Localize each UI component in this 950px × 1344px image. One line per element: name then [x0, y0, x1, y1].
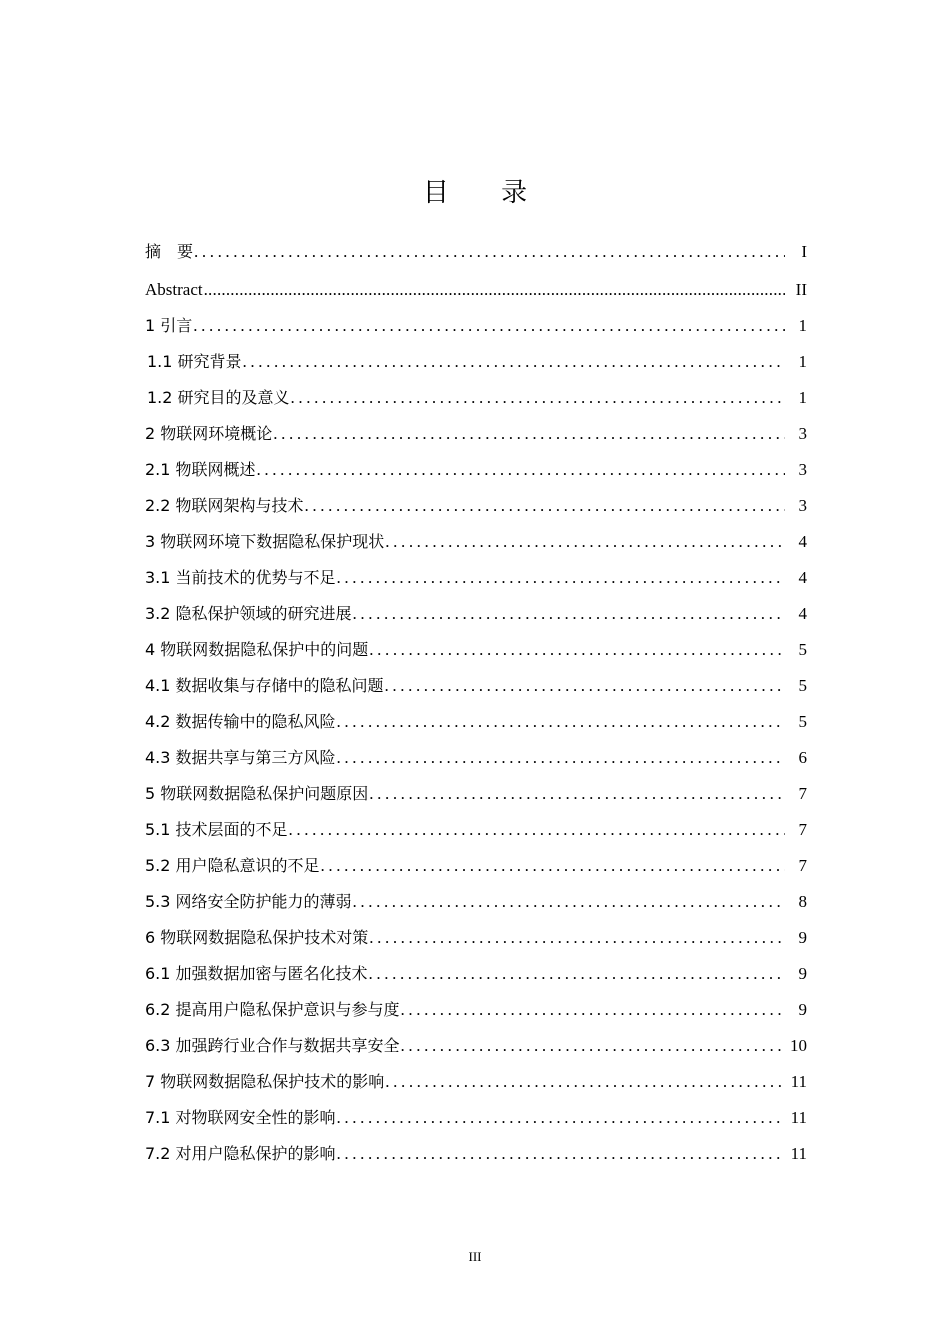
toc-entry-label: 4 物联网数据隐私保护中的问题	[145, 640, 369, 659]
toc-entry-page: 5	[798, 676, 807, 695]
toc-leader-dots	[243, 348, 785, 376]
toc-entry-page: 3	[798, 496, 807, 515]
toc-entry-page: 4	[798, 604, 807, 623]
toc-leader-dots	[305, 492, 785, 520]
toc-entry-page: 10	[790, 1036, 807, 1055]
page-number-footer: III	[468, 1249, 482, 1264]
toc-entry[interactable]	[145, 492, 807, 528]
toc-leader-dots	[401, 1032, 784, 1060]
toc-entry[interactable]	[145, 708, 807, 744]
toc-entry[interactable]	[145, 600, 807, 636]
toc-entry-label: 5.1 技术层面的不足	[145, 820, 288, 839]
toc-entry[interactable]	[145, 348, 807, 384]
toc-entry[interactable]	[145, 1140, 807, 1176]
toc-entry-label: 5 物联网数据隐私保护问题原因	[145, 784, 369, 803]
toc-entry-page: 1	[798, 352, 807, 371]
toc-entry-page: 7	[798, 820, 807, 839]
toc-entry[interactable]	[145, 852, 807, 888]
toc-entry-abstract-cn[interactable]	[145, 238, 807, 276]
toc-entry-label: 2.2 物联网架构与技术	[145, 496, 304, 515]
toc-entry-label: 摘 要	[145, 242, 194, 261]
table-of-contents	[145, 238, 807, 1176]
toc-leader-dots	[337, 708, 785, 736]
toc-entry[interactable]	[145, 888, 807, 924]
toc-entry-label: 2 物联网环境概论	[145, 424, 273, 443]
toc-entry[interactable]	[145, 636, 807, 672]
toc-leader-dots	[273, 420, 785, 448]
page-title: 目 录	[422, 178, 550, 208]
toc-entry-page: 6	[798, 748, 807, 767]
toc-entry-page: 3	[798, 460, 807, 479]
toc-leader-dots	[401, 996, 785, 1024]
toc-entry-label: 5.3 网络安全防护能力的薄弱	[145, 892, 352, 911]
toc-leader-dots	[369, 960, 785, 988]
toc-entry-label: 4.2 数据传输中的隐私风险	[145, 712, 336, 731]
toc-entry-page: 11	[790, 1108, 807, 1127]
toc-entry-page: 8	[798, 892, 807, 911]
toc-entry[interactable]	[145, 816, 807, 852]
toc-entry-label: 1 引言	[145, 316, 193, 335]
toc-entry[interactable]	[145, 744, 807, 780]
toc-leader-dots	[353, 600, 785, 628]
toc-entry-page: 11	[790, 1144, 807, 1163]
toc-entry[interactable]	[145, 996, 807, 1032]
toc-entry-label: 7 物联网数据隐私保护技术的影响	[145, 1072, 385, 1091]
toc-leader-dots	[337, 1140, 785, 1168]
toc-entry[interactable]	[145, 528, 807, 564]
toc-entry-abstract-en[interactable]	[145, 276, 807, 312]
toc-entry-page: 11	[790, 1072, 807, 1091]
toc-entry-label: 7.1 对物联网安全性的影响	[145, 1108, 336, 1127]
toc-entry-label: 6.2 提高用户隐私保护意识与参与度	[145, 1000, 400, 1019]
toc-entry-label: 1.2 研究目的及意义	[147, 388, 290, 407]
toc-leader-dots	[257, 456, 785, 484]
toc-leader-dots	[353, 888, 785, 916]
toc-entry-label: 3 物联网环境下数据隐私保护现状	[145, 532, 385, 551]
toc-leader-dots	[385, 528, 785, 556]
toc-entry-label: 3.1 当前技术的优势与不足	[145, 568, 336, 587]
toc-entry-page: 4	[798, 532, 807, 551]
toc-entry-page: 1	[798, 388, 807, 407]
toc-entry-label: 3.2 隐私保护领域的研究进展	[145, 604, 352, 623]
toc-entry[interactable]	[145, 1104, 807, 1140]
toc-entry-page: 5	[798, 640, 807, 659]
toc-leader-dots	[337, 1104, 785, 1132]
toc-entry-label: 6 物联网数据隐私保护技术对策	[145, 928, 369, 947]
toc-entry[interactable]	[145, 384, 807, 420]
toc-leader-dots	[385, 672, 785, 700]
toc-entry[interactable]	[145, 420, 807, 456]
toc-entry-page: 7	[798, 784, 807, 803]
toc-entry-label: 4.1 数据收集与存储中的隐私问题	[145, 676, 384, 695]
toc-leader-dots	[193, 312, 785, 340]
toc-entry-page: 7	[798, 856, 807, 875]
toc-leader-dots	[194, 238, 785, 266]
toc-leader-dots	[291, 384, 785, 412]
toc-entry-label: 7.2 对用户隐私保护的影响	[145, 1144, 336, 1163]
toc-entry[interactable]	[145, 564, 807, 600]
toc-entry-page: 9	[798, 1000, 807, 1019]
toc-leader-dots	[337, 744, 785, 772]
toc-entry-label: Abstract	[145, 280, 203, 299]
toc-entry-page: 4	[798, 568, 807, 587]
toc-entry-label: 6.1 加强数据加密与匿名化技术	[145, 964, 368, 983]
toc-entry-label: 6.3 加强跨行业合作与数据共享安全	[145, 1036, 400, 1055]
toc-entry[interactable]	[145, 780, 807, 816]
toc-entry[interactable]	[145, 1032, 807, 1068]
toc-entry[interactable]	[145, 1068, 807, 1104]
toc-leader-dots	[369, 924, 785, 952]
toc-entry-page: 1	[798, 316, 807, 335]
toc-entry[interactable]	[145, 456, 807, 492]
toc-leader-dots	[321, 852, 785, 880]
toc-leader-dots	[337, 564, 785, 592]
toc-entry-label: 5.2 用户隐私意识的不足	[145, 856, 320, 875]
toc-entry-page: 5	[798, 712, 807, 731]
toc-entry-page: 9	[798, 964, 807, 983]
toc-entry[interactable]	[145, 924, 807, 960]
toc-leader-dots	[204, 276, 785, 304]
toc-leader-dots	[289, 816, 785, 844]
toc-entry-label: 4.3 数据共享与第三方风险	[145, 748, 336, 767]
toc-entry-page: 9	[798, 928, 807, 947]
toc-leader-dots	[385, 1068, 784, 1096]
toc-entry-page: I	[801, 242, 807, 261]
toc-entry[interactable]	[145, 672, 807, 708]
toc-entry[interactable]	[145, 312, 807, 348]
toc-entry-page: 3	[798, 424, 807, 443]
toc-entry-label: 1.1 研究背景	[147, 352, 242, 371]
toc-leader-dots	[369, 780, 785, 808]
toc-entry-label: 2.1 物联网概述	[145, 460, 256, 479]
toc-leader-dots	[369, 636, 785, 664]
toc-entry[interactable]	[145, 960, 807, 996]
toc-entry-page: II	[795, 280, 807, 299]
